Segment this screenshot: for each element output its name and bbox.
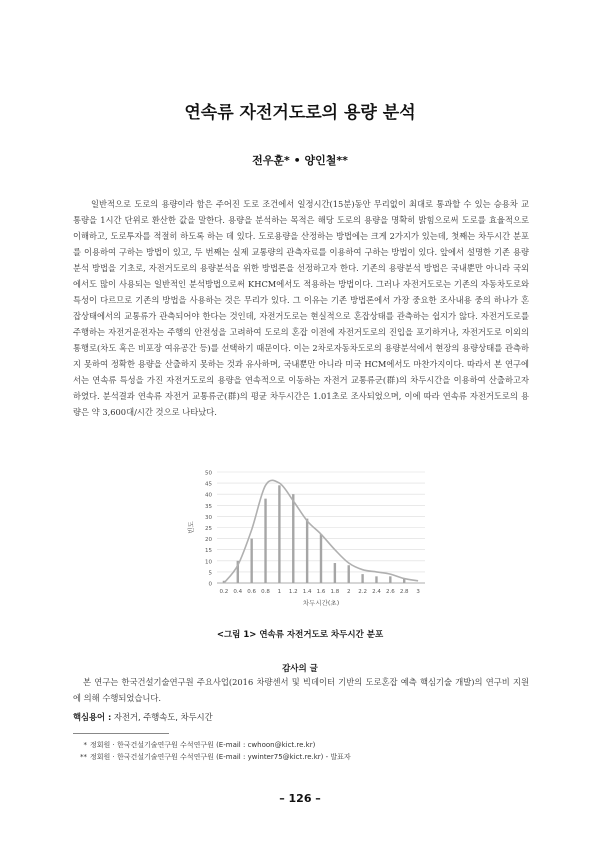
chart-svg — [185, 466, 433, 616]
acknowledgement-text: 본 연구는 한국건설기술연구원 주요사업(2016 차량센서 및 빅데이터 기반의 도로혼잡 예측 핵심기술 개발)의 연구비 지원에 의해 수행되었습니다. — [73, 677, 529, 703]
bar — [334, 563, 336, 583]
bar — [320, 534, 322, 583]
y-tick-label: 25 — [205, 526, 212, 532]
x-tick-label: 3 — [416, 589, 420, 595]
y-tick-label: 35 — [205, 503, 212, 510]
y-tick-label: 40 — [205, 492, 212, 499]
x-tick-label: 2.8 — [399, 589, 409, 595]
bar — [361, 574, 363, 583]
x-tick-label: 2.6 — [385, 589, 395, 595]
figure-caption: <그림 1> 연속류 자전거도로 차두시간 분포 — [216, 630, 384, 640]
x-tick-label: 1.4 — [302, 589, 312, 595]
x-tick-label: 0.8 — [261, 589, 270, 595]
x-tick-label: 1.2 — [288, 589, 298, 595]
x-tick-label: 0.6 — [247, 589, 257, 595]
x-tick-label: 2 — [346, 589, 351, 595]
abstract-text: 일반적으로 도로의 용량이라 함은 주어진 도로 조건에서 일정시간(15분)동안 무리없이 최대로 통과할 수 있는 승용차 교통량을 1시간 단위로 환산한 값을 말한다. 용량을 분석하는 목적은 해당 도로의 용량을 명확히 밝힘으로써 도로를 효율적으로 이해하고, 도로투자를 적절히 하도록 하는 데 있다. 도로용량을 산정하는 방법에는 크게 2가지가 있는데, 첫째는 차두시간 분포를 이용하여 구하는 방법이 있고, 두 번째는 실제 교통량의 관측자료를 이용하여 구하는 방법이 있다. 앞에서 설명한 기존 용량분석 방법을 기초로, 자전거도로의 용량분석을 위한 방법론을 선정하고자 한다. 기존의 용량분석 방법은 국내뿐만 아니라 국외에서도 많이 사용되는 일반적인 분석방법으로써 KHCM에서도 적용하는 방법이다. 그러나 자전거도로는 기존의 자동차도로와 특성이 다르므로 기존의 방법을 사용하는 것은 무리가 있다. 그 이유는 기존 방법론에서 가장 중요한 조사내용 중의 하나가 혼잡상태에서의 교통류가 관측되어야 한다는 것인데, 자전거도로는 현실적으로 혼잡상태를 관측하는 쉽지가 않다. 자전거도로를 주행하는 자전거운전자는 주행의 안전성을 고려하여 도로의 혼잡 이전에 자전거도로의 진입을 포기하거나, 자전거도로 이외의 통행로(차도 혹은 비포장 여유공간 등)를 선택하기 때문이다. 이는 2차로자동차도로의 용량분석에서 현장의 용량상태를 관측하지 못하여 정확한 용량을 산출하지 못하는 것과 유사하며, 국내뿐만 아니라 미국 HCM에서도 마찬가지이다. 따라서 본 연구에서는 연속류 특성을 가진 자전거도로의 용량을 연속적으로 이동하는 자전거 교통류군(群)의 차두시간을 이용하여 산출하고자 하였다. 분석결과 연속류 자전거 교통류군(群)의 평균 차두시간은 1.01초로 조사되었으며, 이에 따라 연속류 자전거도로의 용량은 약 3,600대/시간 것으로 나타났다. — [73, 199, 529, 417]
page-number: – 126 – — [279, 792, 321, 805]
x-axis-label: 차두시간(초) — [302, 599, 340, 607]
y-tick-label: 0 — [208, 581, 212, 588]
footnote-1-mark: * — [83, 741, 87, 749]
keywords-line — [73, 711, 529, 723]
y-tick-label: 30 — [205, 514, 212, 521]
bar — [250, 539, 252, 583]
x-tick-label: 0.4 — [233, 589, 243, 595]
footnote-divider — [73, 733, 169, 734]
footnote-2-text: 정회원 · 한국건설기술연구원 수석연구원 (E-mail : ywinter75@kict.re.kr) - 발표자 — [90, 753, 351, 761]
bar — [292, 494, 294, 583]
bar — [348, 565, 350, 583]
footnote-1-text: 정회원 · 한국건설기술연구원 수석연구원 (E-mail : cwhoon@kict.re.kr) — [90, 741, 316, 749]
footnote-2-mark: ** — [80, 753, 87, 761]
keywords-label: 핵심용어 : — [73, 712, 112, 722]
y-tick-label: 10 — [205, 559, 212, 566]
bar — [375, 576, 377, 583]
headway-distribution-chart — [185, 466, 433, 616]
footnote-1 — [73, 740, 529, 750]
bar — [389, 576, 391, 583]
acknowledgement-heading: 감사의 글 — [282, 664, 318, 674]
footnote-2 — [73, 752, 529, 762]
x-tick-label: 2.2 — [358, 589, 367, 595]
bar — [264, 499, 266, 583]
y-tick-label: 20 — [205, 537, 212, 544]
y-tick-label: 5 — [208, 570, 212, 577]
y-tick-label: 50 — [205, 470, 212, 477]
x-tick-label: 0.2 — [219, 589, 229, 595]
author-list: 전우훈* • 양인철** — [252, 154, 348, 167]
y-tick-label: 45 — [205, 481, 212, 488]
paper-title: 연속류 자전거도로의 용량 분석 — [184, 103, 416, 123]
x-tick-label: 1 — [277, 589, 282, 595]
x-tick-label: 1.6 — [316, 589, 326, 595]
x-tick-label: 2.4 — [372, 589, 381, 595]
bar — [278, 485, 280, 583]
keywords-value: 자전거, 주행속도, 차두시간 — [113, 712, 213, 722]
x-tick-label: 1.8 — [330, 589, 340, 595]
y-tick-label: 15 — [205, 548, 212, 555]
bar — [306, 519, 308, 583]
y-axis-label: 빈도 — [187, 521, 195, 534]
